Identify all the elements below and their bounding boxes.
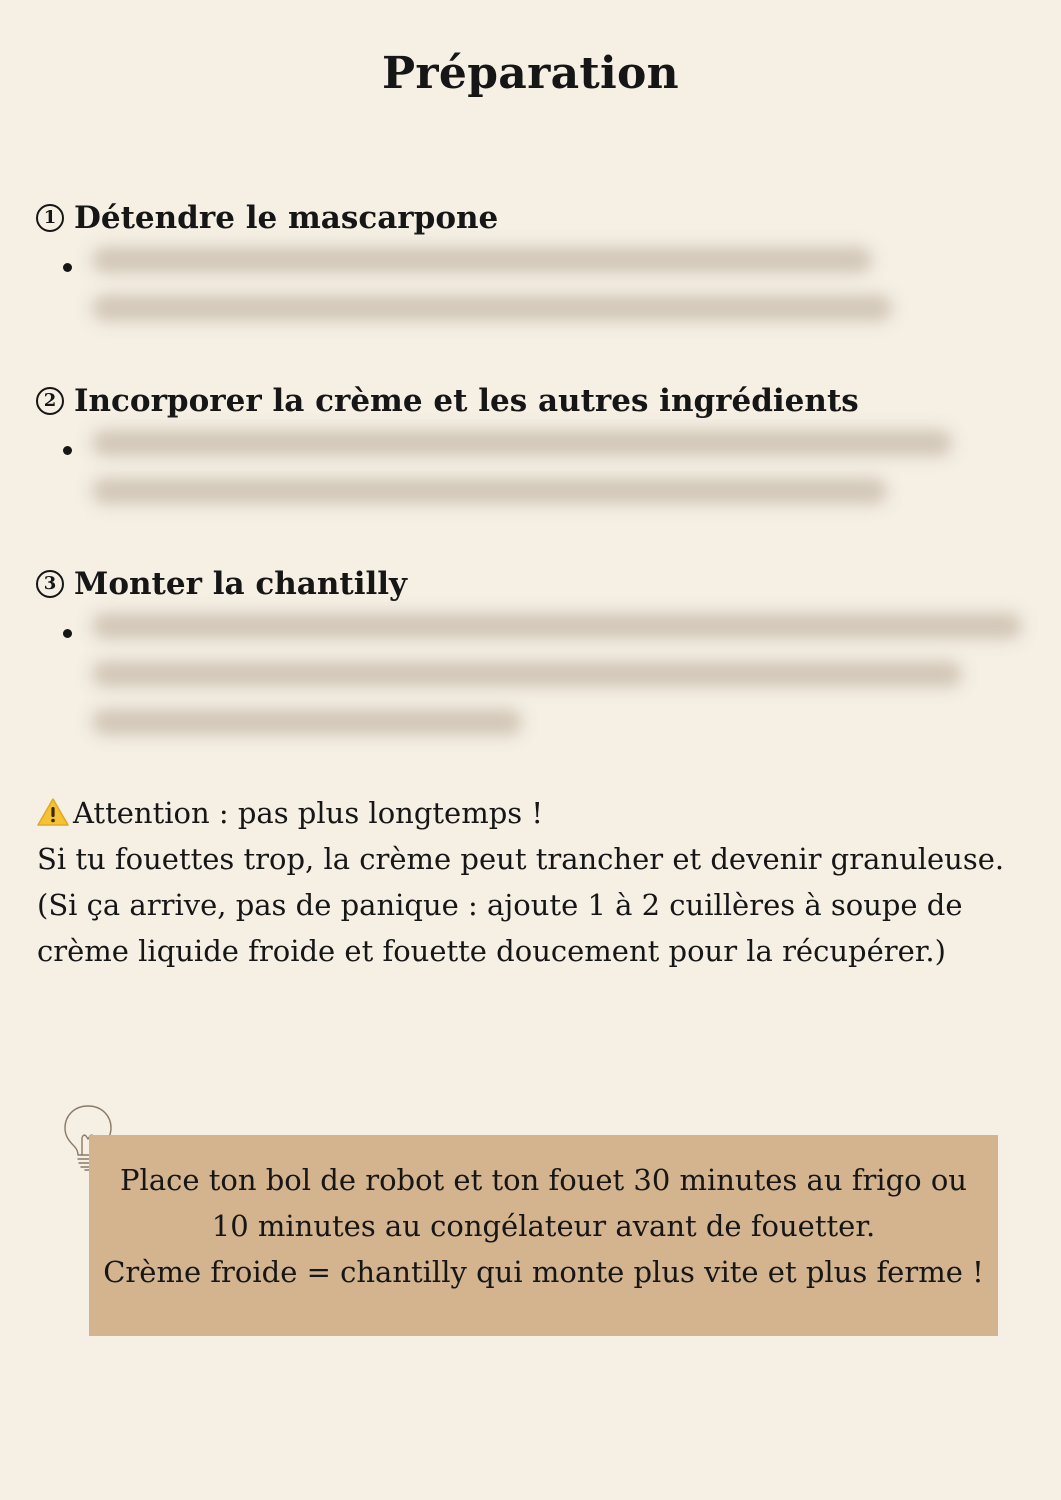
step-title: Détendre le mascarpone xyxy=(74,200,499,236)
tip-text-line: Place ton bol de robot et ton fouet 30 minutes au frigo ou xyxy=(120,1163,967,1197)
warning-heading-line xyxy=(37,790,1027,836)
redacted-text-line xyxy=(92,709,522,735)
step-2 xyxy=(36,382,1036,526)
bullet-icon xyxy=(63,263,72,272)
redacted-text-line xyxy=(92,247,872,273)
step-heading xyxy=(36,382,1036,420)
step-heading xyxy=(36,565,1036,603)
blurred-step-description xyxy=(36,613,1036,735)
page-title: Préparation xyxy=(382,48,679,99)
bullet-icon xyxy=(63,629,72,638)
step-number-badge: 1 xyxy=(36,204,64,232)
warning-heading: Attention : pas plus longtemps ! xyxy=(73,796,544,830)
redacted-text-line xyxy=(92,613,1022,639)
redacted-text-line xyxy=(92,661,962,687)
step-title: Monter la chantilly xyxy=(74,566,408,602)
step-number-badge: 3 xyxy=(36,570,64,598)
warning-icon xyxy=(37,798,69,826)
tip-text-line: 10 minutes au congélateur avant de fouetter. xyxy=(211,1209,876,1243)
redacted-text-line xyxy=(92,430,952,456)
redacted-text-line xyxy=(92,295,892,321)
step-title: Incorporer la crème et les autres ingrédients xyxy=(74,383,859,419)
step-1 xyxy=(36,199,1036,343)
blurred-step-description xyxy=(36,247,1036,321)
warning-note xyxy=(37,790,1027,974)
bullet-icon xyxy=(63,446,72,455)
warning-remedy-text: (Si ça arrive, pas de panique : ajoute 1 à 2 cuillères à soupe de crème liquide froide et fouette doucement pour la récupérer.) xyxy=(37,888,963,968)
warning-text: Si tu fouettes trop, la crème peut trancher et devenir granuleuse. xyxy=(37,842,1005,876)
step-number-badge: 2 xyxy=(36,387,64,415)
step-heading xyxy=(36,199,1036,237)
tip-text-line: Crème froide = chantilly qui monte plus vite et plus ferme ! xyxy=(103,1255,984,1289)
step-3 xyxy=(36,565,1036,757)
redacted-text-line xyxy=(92,478,887,504)
blurred-step-description xyxy=(36,430,1036,504)
tip-box xyxy=(89,1135,998,1336)
